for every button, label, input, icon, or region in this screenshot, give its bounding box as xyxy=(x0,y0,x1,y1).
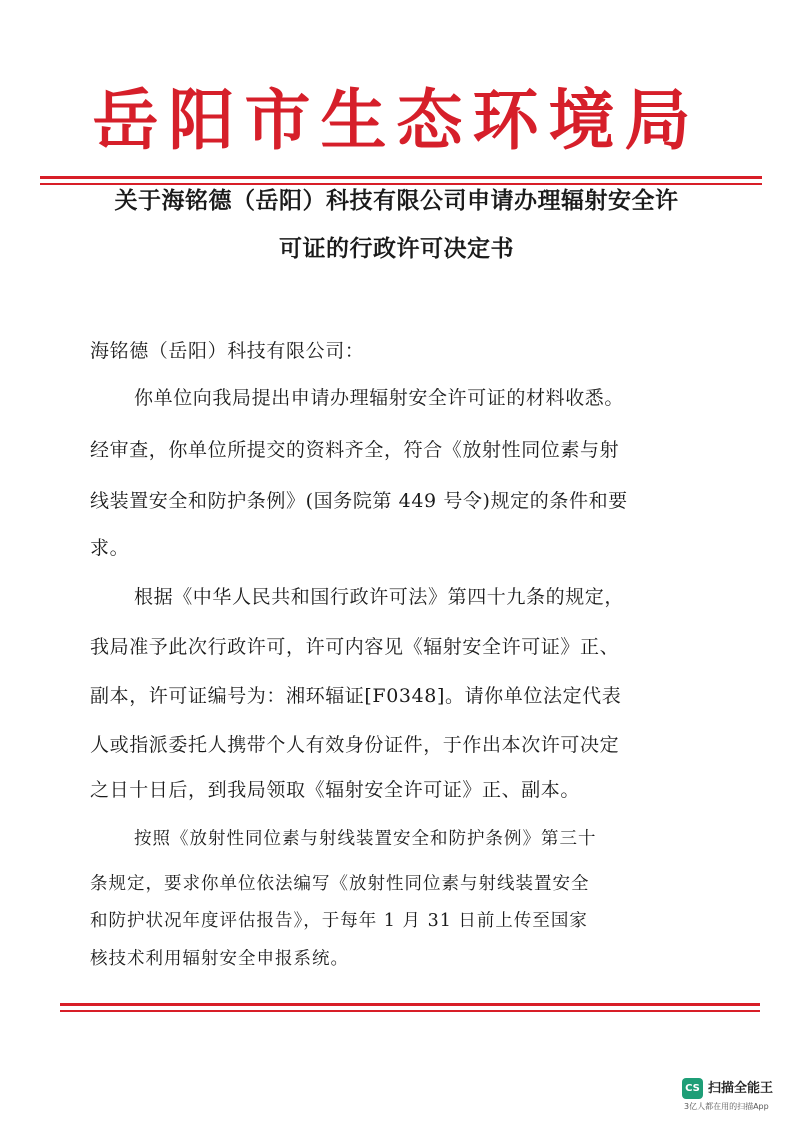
paragraph-line: 和防护状况年度评估报告》，于每年 1 月 31 日前上传至国家 xyxy=(90,911,588,931)
document-title-line-1: 关于海铭德（岳阳）科技有限公司申请办理辐射安全许 xyxy=(114,188,679,214)
paragraph-line: 之日十日后，到我局领取《辐射安全许可证》正、副本。 xyxy=(90,779,581,801)
letterhead-rule-thin xyxy=(40,183,762,185)
paragraph-line: 根据《中华人民共和国行政许可法》第四十九条的规定， xyxy=(134,586,625,608)
agency-letterhead: 岳阳市生态环境局 xyxy=(92,82,701,159)
footer-rule-thin xyxy=(60,1010,760,1012)
camscanner-logo-icon: CS xyxy=(682,1078,703,1099)
paragraph-line: 按照《放射性同位素与射线装置安全和防护条例》第三十 xyxy=(134,829,597,849)
camscanner-slogan: 3亿人都在用的扫描App xyxy=(684,1102,769,1111)
paragraph-line: 核技术利用辐射安全申报系统。 xyxy=(90,949,349,969)
paragraph-line: 经审查，你单位所提交的资料齐全，符合《放射性同位素与射 xyxy=(90,439,620,461)
footer-rule-thick xyxy=(60,1003,760,1006)
paragraph-line: 求。 xyxy=(90,537,130,559)
paragraph-line: 我局准予此次行政许可，许可内容见《辐射安全许可证》正、 xyxy=(90,636,620,658)
paragraph-line: 副本，许可证编号为：湘环辐证[F0348]。请你单位法定代表 xyxy=(90,685,622,707)
letterhead-rule-thick xyxy=(40,176,762,179)
paragraph-line: 你单位向我局提出申请办理辐射安全许可证的材料收悉。 xyxy=(134,387,625,409)
paragraph-line: 人或指派委托人携带个人有效身份证件，于作出本次许可决定 xyxy=(90,734,620,756)
camscanner-watermark xyxy=(682,1078,782,1114)
document-title-line-2: 可证的行政许可决定书 xyxy=(279,236,514,262)
camscanner-app-name: 扫描全能王 xyxy=(708,1081,774,1096)
paragraph-line: 条规定，要求你单位依法编写《放射性同位素与射线装置安全 xyxy=(90,874,590,894)
salutation: 海铭德（岳阳）科技有限公司： xyxy=(90,340,365,362)
paragraph-line: 线装置安全和防护条例》(国务院第 449 号令)规定的条件和要 xyxy=(90,490,628,512)
